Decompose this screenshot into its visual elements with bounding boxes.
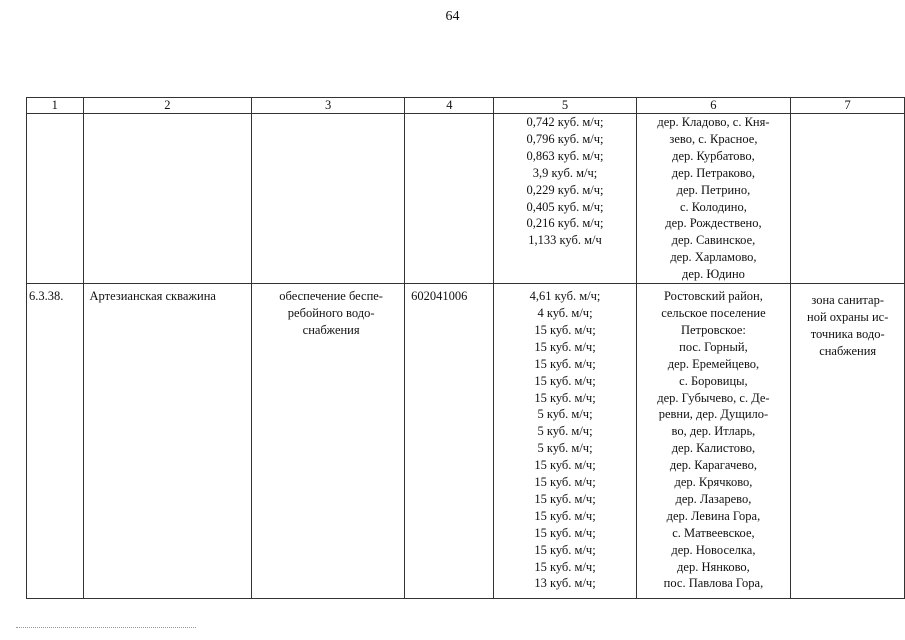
table-row <box>27 284 905 599</box>
footer-scan-mark <box>16 627 196 630</box>
data-table <box>26 97 905 599</box>
header-row <box>27 98 905 114</box>
cell-purpose: обеспечение беспе- ребойного водо- снабжения <box>252 284 405 599</box>
column-header-1: 1 <box>27 98 84 114</box>
cell-capacity: 4,61 куб. м/ч; 4 куб. м/ч; 15 куб. м/ч; 15 куб. м/ч; 15 куб. м/ч; 15 куб. м/ч; 15 куб. м/ч; 5 куб. м/ч; 5 куб. м/ч; 5 куб. м/ч; 15 куб. м/ч; 15 куб. м/ч; 15 куб. м/ч; 15 куб. м/ч; 15 куб. м/ч; 15 куб. м/ч; 15 куб. м/ч; 13 куб. м/ч; <box>494 284 636 599</box>
column-header-4: 4 <box>405 98 494 114</box>
column-header-6: 6 <box>636 98 791 114</box>
column-header-7: 7 <box>791 98 905 114</box>
cell-object-name <box>83 114 252 284</box>
cell-location: Ростовский район, сельское поселение Петровское: пос. Горный, дер. Еремейцево, с. Боровицы, дер. Губычево, с. Де- ревни, дер. Дущило- во, дер. Итларь, дер. Калистово, дер. Карагачево, дер. Крячково, дер. Лазарево, дер. Левина Гора, с. Матвеевское, дер. Новоселка, дер. Нянково, пос. Павлова Гора, <box>636 284 791 599</box>
page-number: 64 <box>445 9 460 24</box>
column-header-3: 3 <box>252 98 405 114</box>
cell-purpose <box>252 114 405 284</box>
table-row-continuation <box>27 114 905 284</box>
column-header-2: 2 <box>83 98 252 114</box>
cell-zone: зона санитар- ной охраны ис- точника водо- снабжения <box>791 284 905 599</box>
cell-location: дер. Кладово, с. Кня- зево, с. Красное, дер. Курбатово, дер. Петраково, дер. Петрино, с. Колодино, дер. Рождествено, дер. Савинское, дер. Харламово, дер. Юдино <box>636 114 791 284</box>
cell-number <box>27 114 84 284</box>
cell-capacity: 0,742 куб. м/ч; 0,796 куб. м/ч; 0,863 куб. м/ч; 3,9 куб. м/ч; 0,229 куб. м/ч; 0,405 куб. м/ч; 0,216 куб. м/ч; 1,133 куб. м/ч <box>494 114 636 284</box>
cell-zone <box>791 114 905 284</box>
cell-object-name: Артезианская скважина <box>83 284 252 599</box>
cell-code: 602041006 <box>405 284 494 599</box>
cell-number: 6.3.38. <box>27 284 84 599</box>
cell-code <box>405 114 494 284</box>
column-header-5: 5 <box>494 98 636 114</box>
